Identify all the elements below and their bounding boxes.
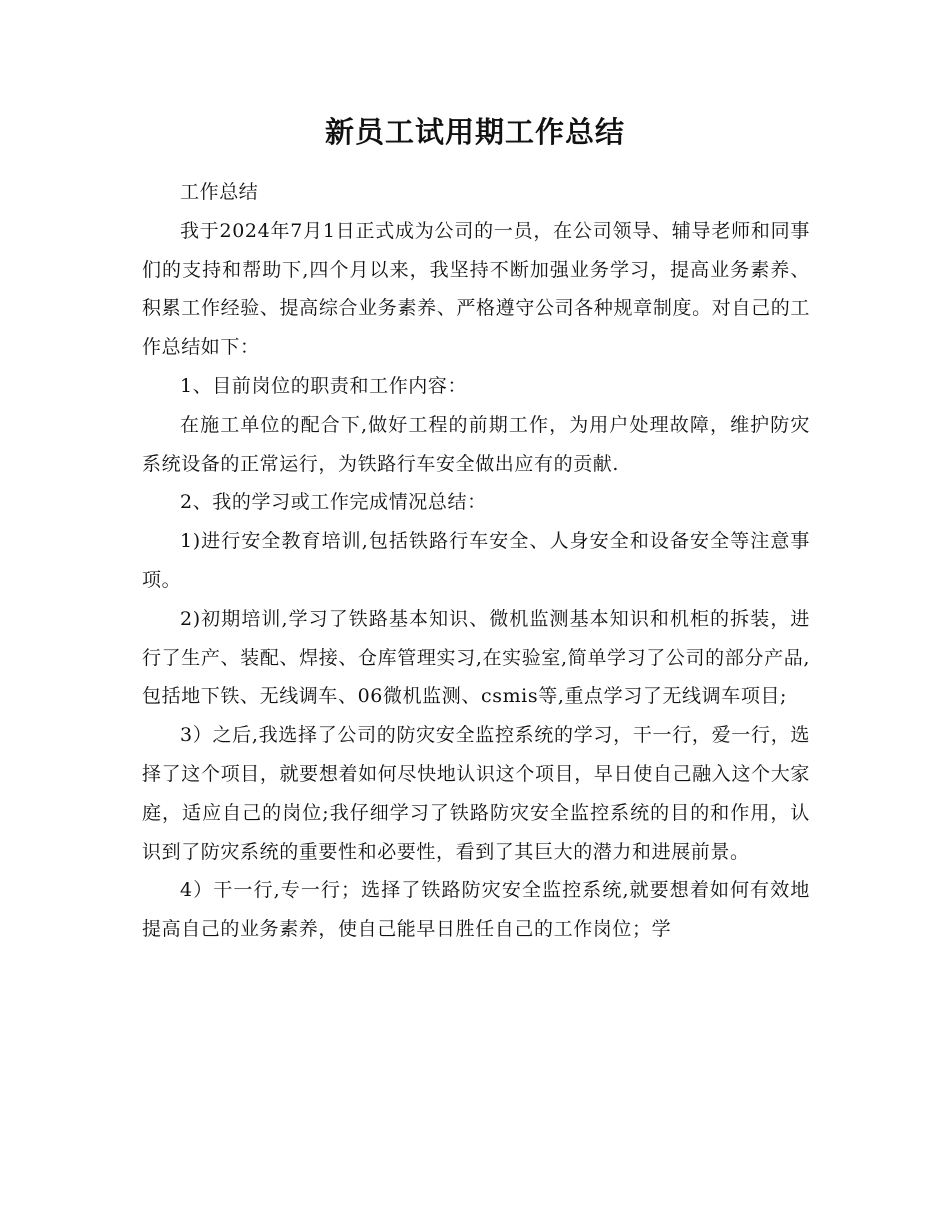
document-body xyxy=(142,173,810,949)
paragraph-section-1-heading: 1、目前岗位的职责和工作内容： xyxy=(180,374,468,397)
paragraph-intro: 我于2024年7月1日正式成为公司的一员，在公司领导、辅导老师和同事们的支持和帮助下,四个月以来，我坚持不断加强业务学习，提高业务素养、积累工作经验、提高综合业务素养、严格遵守公司各种规章制度。对自己的工作总结如下： xyxy=(142,219,810,359)
document-title: 新员工试用期工作总结 xyxy=(324,115,625,149)
paragraph-section-2-heading: 2、我的学习或工作完成情况总结： xyxy=(180,491,487,514)
paragraph-section-1-body: 在施工单位的配合下,做好工程的前期工作，为用户处理故障，维护防灾系统设备的正常运行，为铁路行车安全做出应有的贡献. xyxy=(142,413,810,475)
paragraph-item-3: 3）之后,我选择了公司的防灾安全监控系统的学习，干一行，爱一行，选择了这个项目，就要想着如何尽快地认识这个项目，早日使自己融入这个大家庭，适应自己的岗位;我仔细学习了铁路防灾安全监控系统的目的和作用，认识到了防灾系统的重要性和必要性，看到了其巨大的潜力和进展前景。 xyxy=(142,724,810,863)
paragraph-item-4: 4）干一行,专一行；选择了铁路防灾安全监控系统,就要想着如何有效地提高自己的业务素养，使自己能早日胜任自己的工作岗位；学 xyxy=(142,879,810,941)
paragraph-heading: 工作总结 xyxy=(180,181,259,203)
paragraph-item-2: 2)初期培训,学习了铁路基本知识、微机监测基本知识和机柜的拆装，进行了生产、装配、焊接、仓库管理实习,在实验室,简单学习了公司的部分产品,包括地下铁、无线调车、06微机监测、csmis等,重点学习了无线调车项目; xyxy=(142,607,810,708)
paragraph-item-1: 1)进行安全教育培训,包括铁路行车安全、人身安全和设备安全等注意事项。 xyxy=(142,530,810,591)
